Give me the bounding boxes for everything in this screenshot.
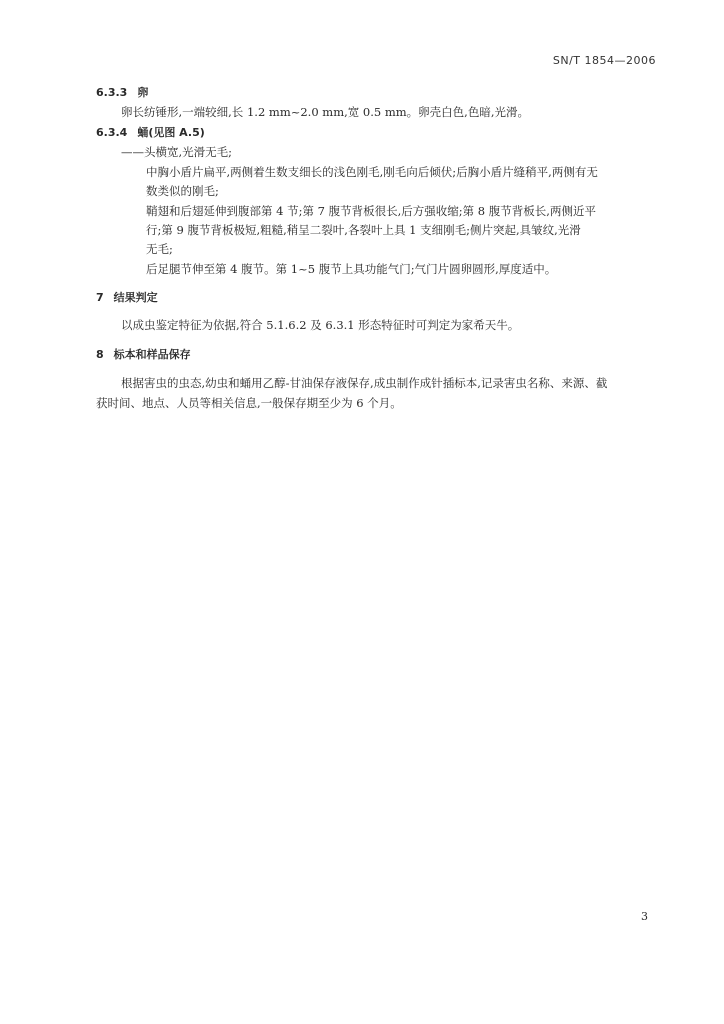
paragraph-line: 鞘翅和后翅延伸到腹部第 4 节;第 7 腹节背板很长,后方强收缩;第 8 腹节背板长,两侧近平 [146, 204, 596, 218]
section-heading-6-3-3 [96, 84, 148, 101]
section-heading-8 [96, 346, 191, 363]
paragraph-line: 获时间、地点、人员等相关信息,一般保存期至少为 6 个月。 [96, 396, 402, 410]
paragraph-line: 无毛; [146, 242, 173, 256]
paragraph-line: 卵长纺锤形,一端较细,长 1.2 mm~2.0 mm,宽 0.5 mm。卵壳白色,色暗,光滑。 [121, 105, 529, 119]
section-heading-6-3-4 [96, 124, 205, 141]
section-title: 蛹(见图 A.5) [137, 126, 205, 139]
list-item: ——头横宽,光滑无毛; [121, 145, 233, 159]
page-number: 3 [641, 910, 648, 923]
section-title: 标本和样品保存 [113, 348, 191, 361]
section-title: 结果判定 [113, 291, 158, 304]
section-number: 7 [96, 291, 104, 304]
section-number: 6.3.4 [96, 126, 128, 139]
paragraph-line: 行;第 9 腹节背板极短,粗糙,稍呈二裂叶,各裂叶上具 1 支细刚毛;侧片突起,具皱纹,光滑 [146, 223, 581, 237]
document-code: SN/T 1854—2006 [552, 54, 656, 67]
paragraph-line: 数类似的刚毛; [146, 184, 219, 198]
paragraph-line: 中胸小盾片扁平,两侧着生数支细长的浅色刚毛,刚毛向后倾伏;后胸小盾片缝稍平,两侧有无 [146, 165, 598, 179]
section-number: 6.3.3 [96, 86, 128, 99]
section-title: 卵 [137, 86, 149, 99]
section-heading-7 [96, 289, 158, 306]
paragraph-line: 以成虫鉴定特征为依据,符合 5.1.6.2 及 6.3.1 形态特征时可判定为家希天牛。 [121, 318, 520, 332]
section-number: 8 [96, 348, 104, 361]
paragraph-line: 根据害虫的虫态,幼虫和蛹用乙醇-甘油保存液保存,成虫制作成针插标本,记录害虫名称、来源、截 [121, 376, 608, 390]
paragraph-line: 后足腿节伸至第 4 腹节。第 1~5 腹节上具功能气门;气门片圆卵圆形,厚度适中。 [146, 262, 557, 276]
